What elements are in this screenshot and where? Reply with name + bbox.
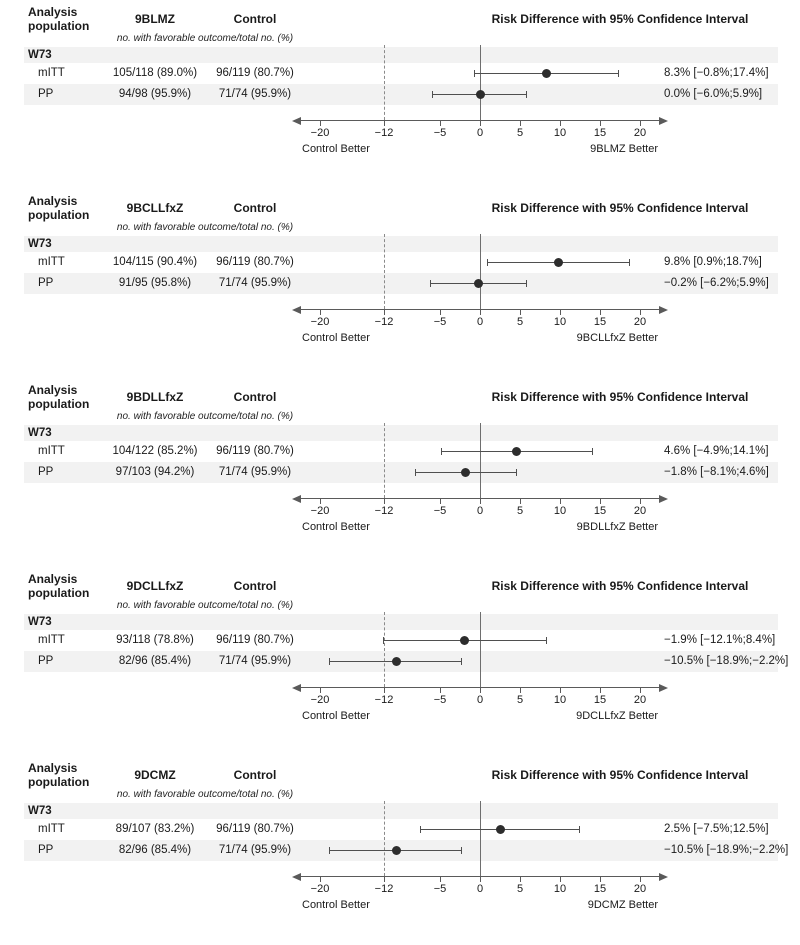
axis-left-arrow [292, 495, 301, 503]
week-row-background [24, 614, 778, 630]
axis-tick-label: −5 [433, 883, 447, 895]
row-arm-counts: 82/96 (85.4%) [118, 844, 192, 856]
point-estimate-marker [554, 258, 563, 267]
axis-tick-label: 5 [516, 883, 524, 895]
point-estimate-marker [496, 825, 505, 834]
axis-tick [440, 877, 441, 882]
axis-tick [320, 688, 321, 693]
row-arm-counts: 104/115 (90.4%) [112, 256, 198, 268]
plot-title: Risk Difference with 95% Confidence Interval [491, 579, 749, 593]
plot-title: Risk Difference with 95% Confidence Interval [491, 201, 749, 215]
axis-tick-label: 20 [633, 694, 647, 706]
row-population-label: PP [38, 844, 54, 856]
noninferiority-margin-line [384, 234, 385, 309]
axis-tick [440, 121, 441, 126]
ci-lower-cap [474, 70, 475, 77]
control-better-label: Control Better [302, 521, 370, 533]
axis-tick-label: 0 [476, 316, 484, 328]
plot-title: Risk Difference with 95% Confidence Interval [491, 768, 749, 782]
axis-tick [560, 688, 561, 693]
row-arm-counts: 104/122 (85.2%) [112, 445, 198, 457]
row-control-counts: 96/119 (80.7%) [216, 256, 294, 268]
row-risk-difference-label: 8.3% [−0.8%;17.4%] [664, 67, 769, 79]
column-header-analysis-population: Analysis population [28, 5, 90, 33]
axis-tick [320, 310, 321, 315]
row-population-label: PP [38, 277, 54, 289]
ci-upper-cap [546, 637, 547, 644]
axis-left-arrow [292, 117, 301, 125]
week-row-background [24, 236, 778, 252]
control-better-label: Control Better [302, 332, 370, 344]
axis-tick [480, 121, 481, 126]
row-arm-counts: 93/118 (78.8%) [116, 634, 194, 646]
plot-title: Risk Difference with 95% Confidence Interval [491, 12, 749, 26]
zero-reference-line [480, 612, 481, 687]
row-arm-counts: 94/98 (95.9%) [118, 88, 192, 100]
axis-tick [520, 877, 521, 882]
week-row-background [24, 425, 778, 441]
forest-panel-9BCLLfxZ [0, 189, 800, 378]
week-label: W73 [28, 805, 52, 817]
column-header-arm: 9DCLLfxZ [126, 579, 184, 593]
axis-tick [600, 310, 601, 315]
row-risk-difference-label: −10.5% [−18.9%;−2.2%] [664, 655, 789, 667]
noninferiority-margin-line [384, 801, 385, 876]
axis-tick [560, 121, 561, 126]
zero-reference-line [480, 234, 481, 309]
axis-right-arrow [659, 495, 668, 503]
axis-tick-label: −20 [310, 316, 330, 328]
axis-tick [440, 688, 441, 693]
ci-lower-cap [415, 469, 416, 476]
row-risk-difference-label: 4.6% [−4.9%;14.1%] [664, 445, 769, 457]
row-population-label: PP [38, 88, 54, 100]
zero-reference-line [480, 423, 481, 498]
axis-tick [520, 499, 521, 504]
row-population-label: mITT [38, 67, 65, 79]
axis-tick [480, 877, 481, 882]
noninferiority-margin-line [384, 612, 385, 687]
forest-panel-9DCLLfxZ [0, 567, 800, 756]
axis-tick [560, 877, 561, 882]
column-header-arm: 9BDLLfxZ [126, 390, 184, 404]
axis-tick-label: 5 [516, 505, 524, 517]
column-header-control: Control [233, 12, 277, 26]
axis-tick-label: 0 [476, 694, 484, 706]
forest-panel-9DCMZ [0, 756, 800, 945]
ci-lower-cap [441, 448, 442, 455]
week-label: W73 [28, 427, 52, 439]
axis-tick-label: −12 [374, 505, 394, 517]
week-row-background [24, 803, 778, 819]
ci-lower-cap [432, 91, 433, 98]
ci-upper-cap [526, 280, 527, 287]
counts-subheader: no. with favorable outcome/total no. (%) [116, 33, 294, 44]
axis-tick-label: 20 [633, 883, 647, 895]
noninferiority-margin-line [384, 45, 385, 120]
axis-tick [640, 499, 641, 504]
point-estimate-marker [542, 69, 551, 78]
row-arm-counts: 82/96 (85.4%) [118, 655, 192, 667]
counts-subheader: no. with favorable outcome/total no. (%) [116, 789, 294, 800]
arm-better-label: 9BDLLfxZ Better [576, 521, 658, 533]
axis-tick [520, 688, 521, 693]
row-population-label: mITT [38, 823, 65, 835]
axis-tick-label: −12 [374, 694, 394, 706]
row-control-counts: 71/74 (95.9%) [218, 277, 292, 289]
counts-subheader: no. with favorable outcome/total no. (%) [116, 600, 294, 611]
ci-upper-cap [629, 259, 630, 266]
axis-tick-label: −5 [433, 316, 447, 328]
point-estimate-marker [392, 657, 401, 666]
column-header-analysis-population: Analysis population [28, 761, 90, 789]
plot-title: Risk Difference with 95% Confidence Interval [491, 390, 749, 404]
ci-lower-cap [420, 826, 421, 833]
ci-upper-cap [526, 91, 527, 98]
axis-tick-label: 5 [516, 694, 524, 706]
axis-tick [440, 499, 441, 504]
forest-panel-9BLMZ [0, 0, 800, 189]
axis-tick-label: 0 [476, 505, 484, 517]
axis-left-arrow [292, 306, 301, 314]
axis-tick-label: 10 [553, 883, 567, 895]
row-risk-difference-label: 0.0% [−6.0%;5.9%] [664, 88, 763, 100]
row-arm-counts: 89/107 (83.2%) [115, 823, 195, 835]
axis-tick-label: −12 [374, 883, 394, 895]
arm-better-label: 9BLMZ Better [590, 143, 658, 155]
axis-tick-label: 0 [476, 883, 484, 895]
point-estimate-marker [460, 636, 469, 645]
axis-tick [640, 688, 641, 693]
control-better-label: Control Better [302, 899, 370, 911]
forest-panel-9BDLLfxZ [0, 378, 800, 567]
ci-lower-cap [487, 259, 488, 266]
row-control-counts: 96/119 (80.7%) [216, 445, 294, 457]
axis-tick [640, 310, 641, 315]
column-header-analysis-population: Analysis population [28, 194, 90, 222]
axis-tick [560, 310, 561, 315]
row-arm-counts: 91/95 (95.8%) [118, 277, 192, 289]
column-header-analysis-population: Analysis population [28, 572, 90, 600]
column-header-analysis-population: Analysis population [28, 383, 90, 411]
axis-tick [480, 688, 481, 693]
axis-tick-label: 10 [553, 505, 567, 517]
axis-tick-label: −20 [310, 883, 330, 895]
week-label: W73 [28, 238, 52, 250]
row-control-counts: 71/74 (95.9%) [218, 466, 292, 478]
column-header-arm: 9BLMZ [135, 12, 175, 26]
ci-upper-cap [461, 658, 462, 665]
axis-tick-label: 20 [633, 505, 647, 517]
row-risk-difference-label: −10.5% [−18.9%;−2.2%] [664, 844, 789, 856]
ci-upper-cap [461, 847, 462, 854]
axis-tick-label: −20 [310, 694, 330, 706]
axis-tick-label: −12 [374, 127, 394, 139]
axis-left-arrow [292, 873, 301, 881]
row-risk-difference-label: 9.8% [0.9%;18.7%] [664, 256, 762, 268]
axis-tick-label: 10 [553, 694, 567, 706]
arm-better-label: 9DCLLfxZ Better [576, 710, 658, 722]
axis-left-arrow [292, 684, 301, 692]
control-better-label: Control Better [302, 143, 370, 155]
axis-tick-label: 10 [553, 316, 567, 328]
axis-tick-label: 5 [516, 316, 524, 328]
axis-right-arrow [659, 873, 668, 881]
row-population-label: PP [38, 466, 54, 478]
column-header-arm: 9DCMZ [134, 768, 176, 782]
counts-subheader: no. with favorable outcome/total no. (%) [116, 222, 294, 233]
axis-tick [640, 877, 641, 882]
axis-tick [440, 310, 441, 315]
row-control-counts: 96/119 (80.7%) [216, 634, 294, 646]
axis-tick-label: −5 [433, 505, 447, 517]
row-control-counts: 71/74 (95.9%) [218, 655, 292, 667]
axis-tick-label: −20 [310, 505, 330, 517]
ci-lower-cap [383, 637, 384, 644]
ci-lower-cap [329, 847, 330, 854]
row-population-label: mITT [38, 256, 65, 268]
axis-tick-label: 15 [593, 694, 607, 706]
axis-tick [600, 121, 601, 126]
axis-tick-label: 5 [516, 127, 524, 139]
week-label: W73 [28, 616, 52, 628]
axis-tick [320, 877, 321, 882]
axis-tick-label: −12 [374, 316, 394, 328]
axis-tick [600, 499, 601, 504]
ci-lower-cap [329, 658, 330, 665]
row-risk-difference-label: −0.2% [−6.2%;5.9%] [664, 277, 769, 289]
row-control-counts: 71/74 (95.9%) [218, 844, 292, 856]
axis-tick [480, 499, 481, 504]
axis-tick [600, 688, 601, 693]
point-estimate-marker [476, 90, 485, 99]
row-control-counts: 71/74 (95.9%) [218, 88, 292, 100]
arm-better-label: 9BCLLfxZ Better [576, 332, 658, 344]
week-label: W73 [28, 49, 52, 61]
counts-subheader: no. with favorable outcome/total no. (%) [116, 411, 294, 422]
axis-tick-label: −5 [433, 694, 447, 706]
row-population-label: PP [38, 655, 54, 667]
row-arm-counts: 105/118 (89.0%) [112, 67, 198, 79]
axis-tick-label: −20 [310, 127, 330, 139]
axis-tick-label: 15 [593, 316, 607, 328]
noninferiority-margin-line [384, 423, 385, 498]
axis-tick-label: 0 [476, 127, 484, 139]
column-header-control: Control [233, 201, 277, 215]
week-row-background [24, 47, 778, 63]
axis-tick-label: 15 [593, 127, 607, 139]
axis-tick [320, 121, 321, 126]
column-header-control: Control [233, 579, 277, 593]
ci-upper-cap [592, 448, 593, 455]
row-control-counts: 96/119 (80.7%) [216, 67, 294, 79]
zero-reference-line [480, 45, 481, 120]
ci-upper-cap [516, 469, 517, 476]
point-estimate-marker [512, 447, 521, 456]
axis-tick [384, 121, 385, 126]
axis-tick [480, 310, 481, 315]
row-population-label: mITT [38, 634, 65, 646]
axis-tick-label: −5 [433, 127, 447, 139]
column-header-arm: 9BCLLfxZ [126, 201, 184, 215]
axis-tick [384, 499, 385, 504]
row-arm-counts: 97/103 (94.2%) [115, 466, 195, 478]
axis-right-arrow [659, 117, 668, 125]
axis-tick-label: 10 [553, 127, 567, 139]
zero-reference-line [480, 801, 481, 876]
axis-tick [520, 121, 521, 126]
arm-better-label: 9DCMZ Better [587, 899, 658, 911]
axis-right-arrow [659, 306, 668, 314]
axis-tick [384, 688, 385, 693]
axis-tick [384, 310, 385, 315]
row-population-label: mITT [38, 445, 65, 457]
axis-tick-label: 20 [633, 316, 647, 328]
column-header-control: Control [233, 768, 277, 782]
axis-tick [560, 499, 561, 504]
ci-upper-cap [579, 826, 580, 833]
axis-tick [320, 499, 321, 504]
axis-tick [520, 310, 521, 315]
column-header-control: Control [233, 390, 277, 404]
axis-tick-label: 20 [633, 127, 647, 139]
row-risk-difference-label: −1.8% [−8.1%;4.6%] [664, 466, 769, 478]
row-risk-difference-label: 2.5% [−7.5%;12.5%] [664, 823, 769, 835]
axis-right-arrow [659, 684, 668, 692]
axis-tick [640, 121, 641, 126]
row-control-counts: 96/119 (80.7%) [216, 823, 294, 835]
control-better-label: Control Better [302, 710, 370, 722]
axis-tick-label: 15 [593, 505, 607, 517]
axis-tick-label: 15 [593, 883, 607, 895]
point-estimate-marker [474, 279, 483, 288]
ci-lower-cap [430, 280, 431, 287]
axis-tick [600, 877, 601, 882]
point-estimate-marker [392, 846, 401, 855]
axis-tick [384, 877, 385, 882]
row-risk-difference-label: −1.9% [−12.1%;8.4%] [664, 634, 776, 646]
ci-upper-cap [618, 70, 619, 77]
